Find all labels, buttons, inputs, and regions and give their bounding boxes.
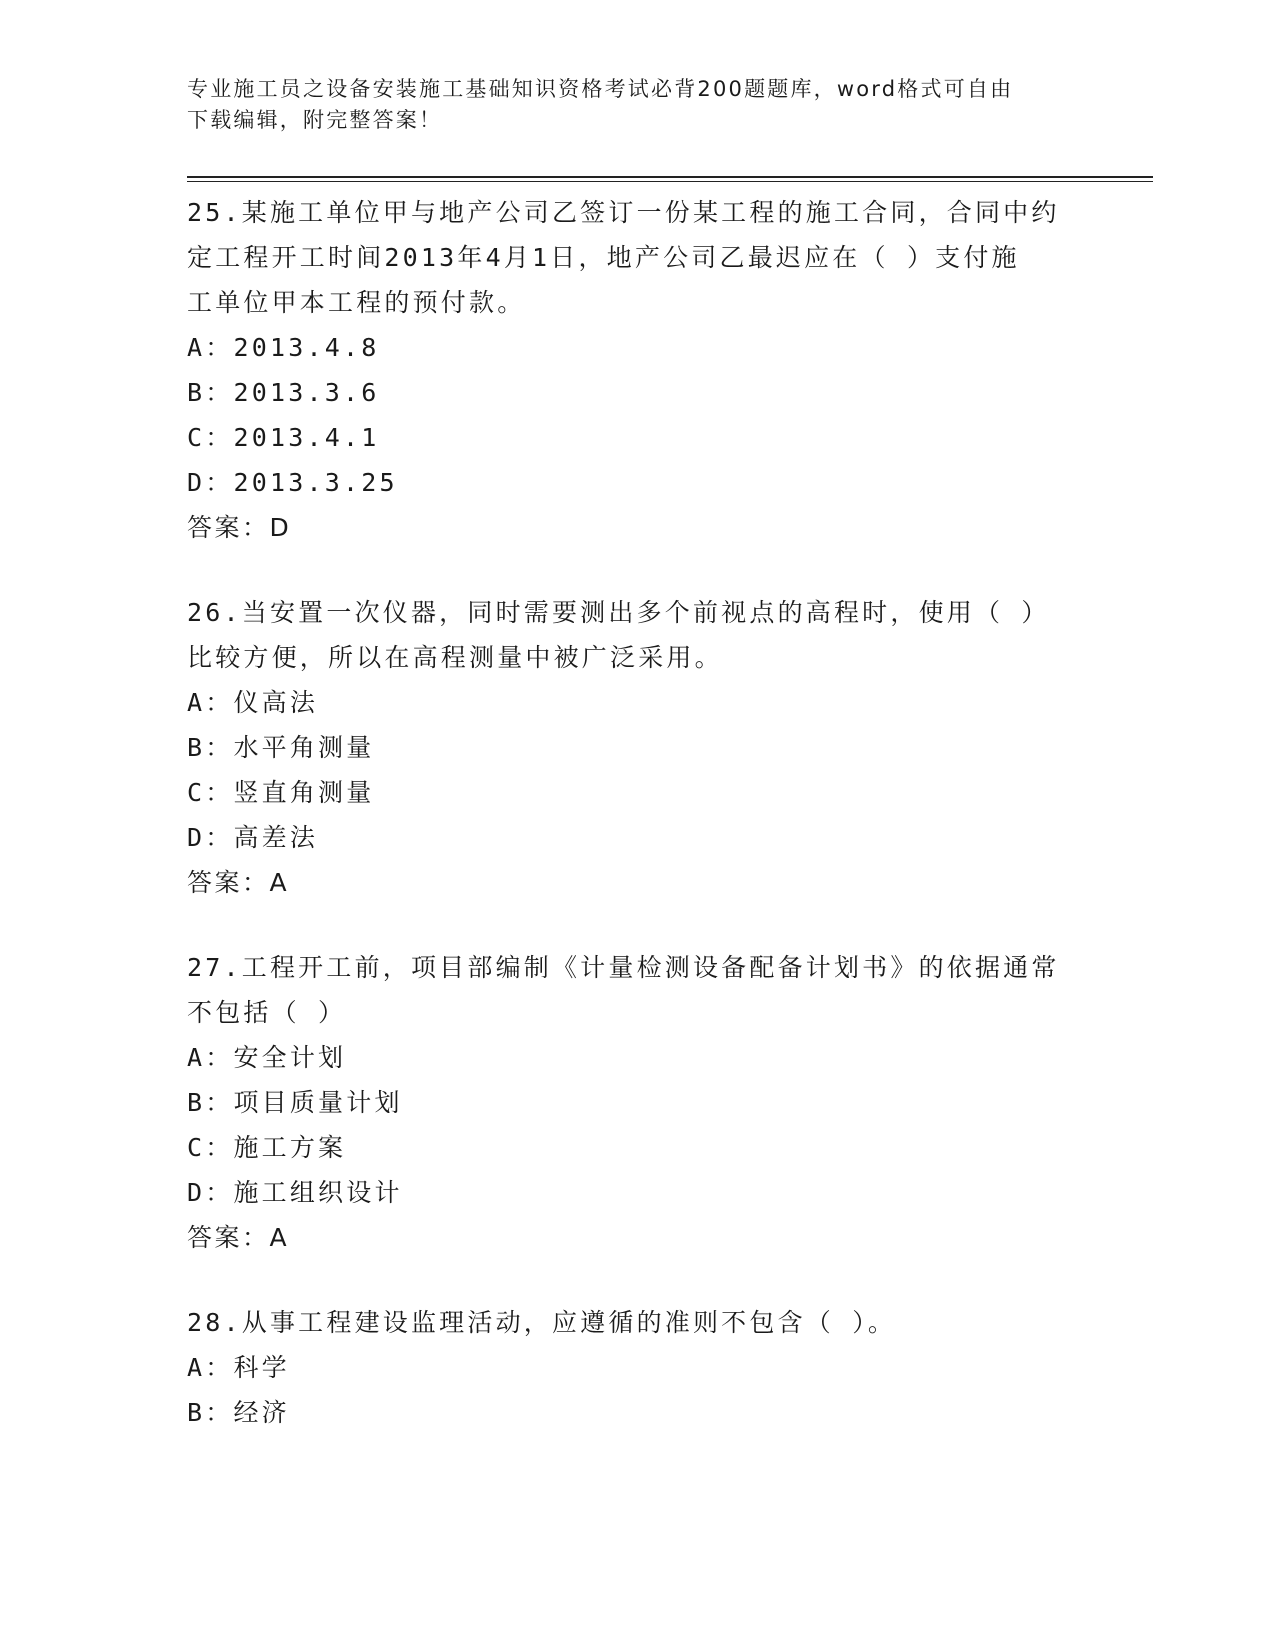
question-line: 工单位甲本工程的预付款。 (187, 288, 526, 317)
question-line: 某施工单位甲与地产公司乙签订一份某工程的施工合同，合同中约 (241, 198, 1060, 227)
question-line: 当安置一次仪器，同时需要测出多个前视点的高程时，使用（ ） (241, 598, 1050, 627)
question-text (187, 190, 1087, 235)
answer: 答案：A (187, 868, 290, 897)
header-line-1: 专业施工员之设备安装施工基础知识资格考试必背200题题库，word格式可自由 (187, 77, 1014, 101)
option-c: C：施工方案 (187, 1133, 347, 1162)
question-text (187, 1300, 1087, 1345)
option-d: D：2013.3.25 (187, 468, 398, 497)
option-a: A：2013.4.8 (187, 333, 380, 362)
question-number: 26. (187, 598, 242, 627)
question-line: 不包括（ ） (187, 998, 347, 1027)
option-b: B：2013.3.6 (187, 378, 380, 407)
option-a: A：仪高法 (187, 688, 319, 717)
option-d: D：高差法 (187, 823, 319, 852)
question-line: 从事工程建设监理活动，应遵循的准则不包含（ ）。 (241, 1308, 897, 1337)
option-a: A：科学 (187, 1353, 290, 1382)
question-26 (187, 590, 1087, 905)
answer: 答案：D (187, 513, 292, 542)
header-divider-thin (187, 181, 1153, 182)
option-b: B：水平角测量 (187, 733, 375, 762)
question-28 (187, 1300, 1087, 1435)
option-b: B：项目质量计划 (187, 1088, 403, 1117)
question-number: 27. (187, 953, 242, 982)
option-d: D：施工组织设计 (187, 1178, 403, 1207)
question-number: 28. (187, 1308, 242, 1337)
option-b: B：经济 (187, 1398, 290, 1427)
option-c: C：竖直角测量 (187, 778, 375, 807)
question-number: 25. (187, 198, 242, 227)
option-a: A：安全计划 (187, 1043, 347, 1072)
header-divider-thick (187, 176, 1153, 178)
question-list (187, 190, 1087, 1475)
question-line: 工程开工前，项目部编制《计量检测设备配备计划书》的依据通常 (241, 953, 1060, 982)
answer: 答案：A (187, 1223, 290, 1252)
question-25 (187, 190, 1087, 550)
question-line: 比较方便，所以在高程测量中被广泛采用。 (187, 643, 723, 672)
document-header (187, 74, 1067, 136)
question-27 (187, 945, 1087, 1260)
header-line-2: 下载编辑，附完整答案！ (187, 108, 443, 132)
option-c: C：2013.4.1 (187, 423, 380, 452)
question-line: 定工程开工时间2013年4月1日，地产公司乙最迟应在（ ）支付施 (187, 243, 1020, 272)
question-text (187, 590, 1087, 635)
question-text (187, 945, 1087, 990)
